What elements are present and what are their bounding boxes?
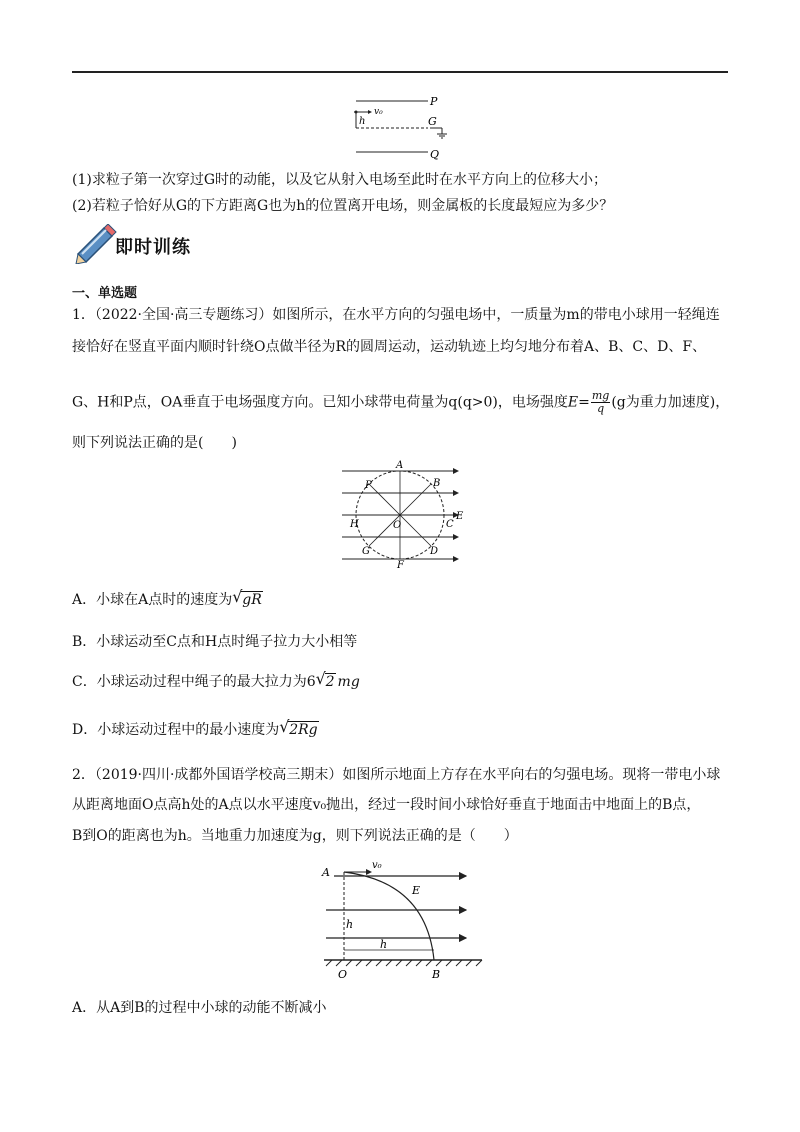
fig1-label-B: B: [433, 478, 441, 489]
q1-option-d-radicand: 2Rg: [289, 722, 318, 738]
q2-line-2: 从距离地面O点高h处的A点以水平速度v₀抛出，经过一段时间小球恰好垂直于地面击中地面上的B点，: [72, 797, 701, 813]
q2-option-a: A．从A到B的过程中小球的动能不断减小: [72, 1000, 327, 1016]
fig2-label-v0: v₀: [372, 860, 382, 871]
q1-option-a: [72, 590, 263, 610]
q1-option-b: B．小球运动至C点和H点时绳子拉力大小相等: [72, 634, 358, 650]
q1-line-4: 则下列说法正确的是( ): [72, 435, 237, 451]
q1-equals: =: [578, 394, 590, 411]
q1-E-symbol: E: [567, 394, 579, 411]
projectile-field-figure: [316, 852, 486, 982]
q1-fraction: [591, 390, 610, 415]
q2-line-3: B到O的距离也为h。当地重力加速度为g，则下列说法正确的是（ ）: [72, 828, 518, 844]
q2-line-1: 2．（2019·四川·成都外国语学校高三期末）如图所示地面上方存在水平向右的匀强电场。现将一带电小球: [72, 767, 721, 783]
header-rule: [72, 71, 728, 73]
label-Q: Q: [430, 148, 440, 161]
circle-field-figure: [338, 458, 468, 570]
fig1-label-F: F: [397, 560, 404, 570]
prev-question-2: (2)若粒子恰好从G的下方距离G也为h的位置离开电场，则金属板的长度最短应为多少？: [72, 198, 614, 214]
q1-option-a-sqrt: [232, 590, 263, 610]
fig2-label-B: B: [432, 968, 441, 981]
q1-option-c-radicand: 2: [325, 674, 335, 690]
fig2-label-h-horizontal: h: [380, 938, 388, 951]
fig1-label-P: P: [365, 480, 372, 491]
q1-option-c-text: C．小球运动过程中绳子的最大拉力为6: [72, 674, 316, 690]
q1-line-3-b: (g为重力加速度)，: [611, 394, 730, 411]
fig2-label-O: O: [338, 968, 348, 981]
q1-line-3-a: G、H和P点，OA垂直于电场强度方向。已知小球带电荷量为q(q>0)，电场强度: [72, 394, 568, 411]
fig2-label-A: A: [322, 866, 330, 879]
fig1-label-G: G: [362, 546, 370, 557]
fig2-label-h-vertical: h: [346, 918, 354, 931]
q1-fraction-num: mg: [591, 389, 610, 402]
label-G: G: [428, 115, 437, 128]
fig1-label-H: H: [350, 519, 359, 530]
prev-question-1: (1)求粒子第一次穿过G时的动能，以及它从射入电场至此时在水平方向上的位移大小；: [72, 172, 608, 188]
fig1-label-O: O: [393, 520, 402, 531]
q1-option-c: [72, 672, 360, 692]
plates-figure: [350, 92, 460, 162]
label-P: P: [430, 95, 438, 108]
q1-option-a-radicand: gR: [242, 592, 262, 608]
fig1-label-A: A: [396, 460, 404, 471]
section-title: 一、单选题: [72, 286, 138, 301]
q1-option-c-tail: mg: [337, 674, 360, 690]
q1-line-1: 1．（2022·全国·高三专题练习）如图所示，在水平方向的匀强电场中，一质量为m的带电小球用一轻绳连: [72, 307, 720, 323]
q1-option-d-text: D．小球运动过程中的最小速度为: [72, 722, 280, 738]
q1-option-a-text: A．小球在A点时的速度为: [72, 592, 233, 608]
banner-title: 即时训练: [115, 237, 191, 258]
fig1-label-D: D: [430, 546, 439, 557]
q1-fraction-den: q: [597, 402, 605, 415]
fig2-label-E: E: [412, 884, 421, 897]
q1-option-d-sqrt: [279, 720, 318, 740]
q1-line-3: [72, 390, 729, 415]
fig1-label-C: C: [446, 519, 454, 530]
label-v0: v₀: [374, 107, 383, 117]
q1-line-2: 接恰好在竖直平面内顺时针绕O点做半径为R的圆周运动，运动轨迹上均匀地分布着A、B、C、D、F、: [72, 339, 707, 355]
q1-option-d: [72, 720, 319, 740]
q1-option-c-sqrt: [316, 672, 336, 692]
pencil-icon: [74, 224, 118, 264]
fig1-label-E: E: [456, 511, 464, 522]
label-h: h: [359, 116, 366, 127]
